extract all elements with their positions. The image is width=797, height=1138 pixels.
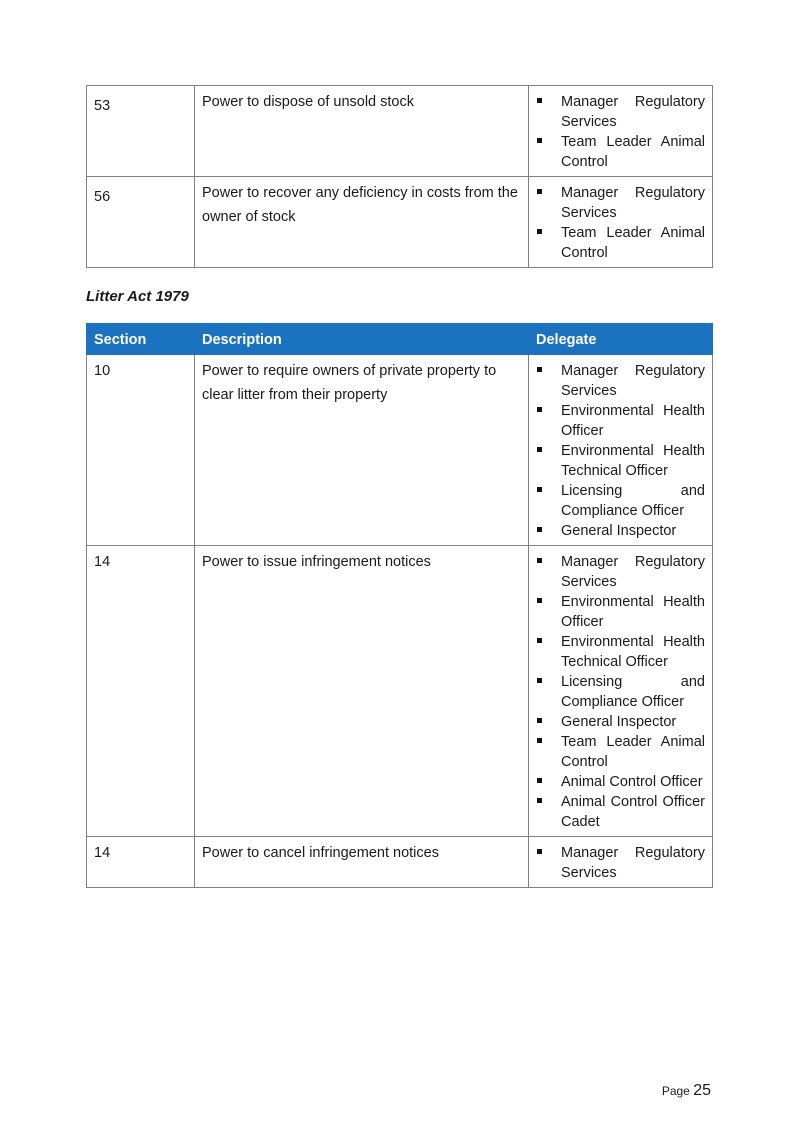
delegate-item: Environmental Health Technical Officer [536,632,705,672]
description-text: Power to dispose of unsold stock [202,94,414,110]
delegate-cell [529,837,713,888]
delegate-list [536,552,705,832]
table-row [87,355,713,546]
table-row [87,546,713,837]
table-row [87,177,713,268]
delegate-item: General Inspector [536,521,705,541]
delegate-item: Licensing and Compliance Officer [536,481,705,521]
section-cell: 14 [87,837,195,888]
delegate-item: Environmental Health Technical Officer [536,441,705,481]
delegate-item: Team Leader Animal Control [536,223,705,263]
delegate-list [536,361,705,541]
column-header-section: Section [87,324,195,355]
delegate-item: Environmental Health Officer [536,401,705,441]
section-cell: 56 [87,177,195,268]
stock-delegation-table [86,85,713,268]
delegate-item: Manager Regulatory Services [536,92,705,132]
description-cell [195,177,529,268]
description-text: Power to issue infringement notices [202,554,431,570]
column-header-delegate: Delegate [529,324,713,355]
delegate-item: Manager Regulatory Services [536,843,705,883]
litter-act-table [86,323,713,888]
table-row [87,86,713,177]
page-footer [662,1082,711,1100]
delegate-item: Animal Control Officer [536,772,705,792]
delegate-item: Manager Regulatory Services [536,183,705,223]
page-label: Page [661,1084,690,1098]
delegate-item: Team Leader Animal Control [536,132,705,172]
delegate-item: Team Leader Animal Control [536,732,705,772]
delegate-item: Environmental Health Officer [536,592,705,632]
delegate-cell [529,546,713,837]
section-heading: Litter Act 1979 [86,288,189,305]
delegate-item: General Inspector [536,712,705,732]
description-cell [195,86,529,177]
section-cell: 14 [87,546,195,837]
description-text: Power to cancel infringement notices [202,845,439,861]
description-text: Power to require owners of private property to clear litter from their property [202,363,497,403]
delegate-item: Licensing and Compliance Officer [536,672,705,712]
section-cell: 10 [87,355,195,546]
section-cell: 53 [87,86,195,177]
delegate-list [536,183,705,263]
table-row [87,837,713,888]
delegate-list [536,92,705,172]
delegate-list [536,843,705,883]
table-header-row [87,324,713,355]
description-cell [195,837,529,888]
description-cell [195,546,529,837]
delegate-cell [529,177,713,268]
delegate-item: Animal Control Officer Cadet [536,792,705,832]
column-header-description: Description [195,324,529,355]
delegate-cell [529,86,713,177]
delegate-cell [529,355,713,546]
delegate-item: Manager Regulatory Services [536,552,705,592]
description-text: Power to recover any deficiency in costs from the owner of stock [202,185,518,225]
description-cell [195,355,529,546]
delegate-item: Manager Regulatory Services [536,361,705,401]
page-number: 25 [693,1082,711,1099]
